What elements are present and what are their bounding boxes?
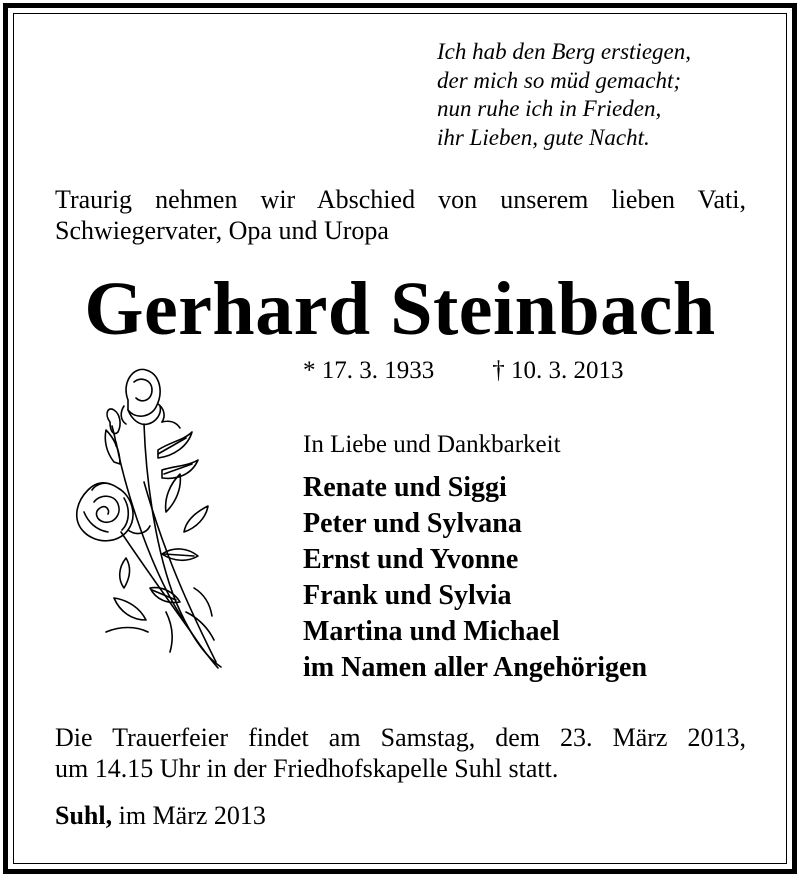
life-dates (303, 356, 624, 386)
funeral-info (55, 722, 746, 784)
poem-line: Ich hab den Berg erstiegen, (437, 39, 691, 64)
mourner-name: Ernst und Yvonne (303, 544, 519, 575)
intro-text (55, 184, 746, 246)
poem (437, 38, 691, 152)
mourner-name: Martina und Michael (303, 616, 560, 647)
poem-line: der mich so müd gemacht; (437, 67, 682, 93)
place-date (55, 800, 266, 831)
deceased-name: Gerhard Steinbach (84, 267, 716, 351)
mourner-name: im Namen aller Angehörigen (303, 652, 648, 683)
funeral-line-2: um 14.15 Uhr in der Friedhofskapelle Suhl statt. (55, 754, 559, 783)
death-date: † 10. 3. 2013 (492, 357, 624, 384)
poem-line: ihr Lieben, gute Nacht. (437, 124, 650, 150)
poem-line: nun ruhe ich in Frieden, (437, 96, 662, 121)
mourner-name: Peter und Sylvana (303, 508, 522, 539)
mourner-name: Frank und Sylvia (303, 580, 512, 611)
thanks-intro: In Liebe und Dankbarkeit (303, 431, 561, 458)
mourners-list (303, 470, 647, 686)
birth-date: * 17. 3. 1933 (303, 357, 435, 384)
funeral-line-1: Die Trauerfeier findet am Samstag, dem 23. März 2013, (55, 723, 746, 752)
intro-line-1: Traurig nehmen wir Abschied von unserem lieben Vati, (55, 185, 746, 214)
intro-line-2: Schwiegervater, Opa und Uropa (55, 216, 389, 245)
rose-icon (66, 362, 251, 674)
closing-city: Suhl, (55, 801, 113, 830)
mourner-name: Renate und Siggi (303, 472, 507, 503)
closing-date: im März 2013 (118, 801, 266, 830)
